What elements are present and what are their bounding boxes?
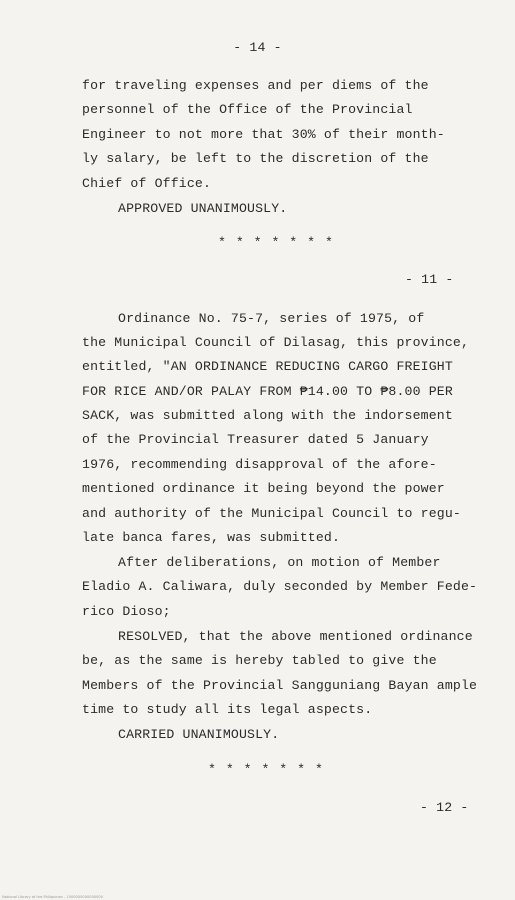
resolved-line: be, as the same is hereby tabled to give the bbox=[82, 653, 437, 668]
paragraph-line: Ordinance No. 75-7, series of 1975, of bbox=[118, 311, 425, 326]
paragraph-line: for traveling expenses and per diems of the bbox=[82, 78, 429, 93]
approval-line: APPROVED UNANIMOUSLY. bbox=[118, 201, 288, 216]
paragraph-line: Engineer to not more that 30% of their month- bbox=[82, 127, 445, 142]
resolved-line: time to study all its legal aspects. bbox=[82, 702, 373, 717]
separator: * * * * * * * bbox=[218, 235, 334, 250]
scan-footer: National Library of the Philippines - 1000000000000000 bbox=[2, 895, 103, 899]
paragraph-line: mentioned ordinance it being beyond the power bbox=[82, 481, 445, 496]
item-number: - 11 - bbox=[405, 272, 454, 287]
paragraph-line: of the Provincial Treasurer dated 5 January bbox=[82, 432, 429, 447]
paragraph-line: Chief of Office. bbox=[82, 176, 212, 191]
separator: * * * * * * * bbox=[208, 762, 324, 777]
motion-line: After deliberations, on motion of Member bbox=[118, 555, 441, 570]
motion-line: Eladio A. Caliwara, duly seconded by Member Fede- bbox=[82, 579, 478, 594]
resolved-line: Members of the Provincial Sangguniang Bayan ample bbox=[82, 678, 478, 693]
paragraph-line: ly salary, be left to the discretion of the bbox=[82, 151, 429, 166]
item-number: - 12 - bbox=[420, 800, 469, 815]
paragraph-line: late banca fares, was submitted. bbox=[82, 530, 341, 545]
paragraph-line: 1976, recommending disapproval of the afore- bbox=[82, 457, 437, 472]
resolved-line: RESOLVED, that the above mentioned ordinance bbox=[118, 629, 473, 644]
paragraph-line: SACK, was submitted along with the indorsement bbox=[82, 408, 453, 423]
paragraph-line: entitled, "AN ORDINANCE REDUCING CARGO FREIGHT bbox=[82, 359, 453, 374]
paragraph-line: personnel of the Office of the Provincial bbox=[82, 102, 413, 117]
page-number: - 14 - bbox=[233, 40, 282, 55]
motion-line: rico Dioso; bbox=[82, 604, 171, 619]
paragraph-line: FOR RICE AND/OR PALAY FROM ₱14.00 TO ₱8.00 PER bbox=[82, 384, 453, 399]
carried-line: CARRIED UNANIMOUSLY. bbox=[118, 727, 280, 742]
paragraph-line: the Municipal Council of Dilasag, this province, bbox=[82, 335, 470, 350]
paragraph-line: and authority of the Municipal Council to regu- bbox=[82, 506, 461, 521]
